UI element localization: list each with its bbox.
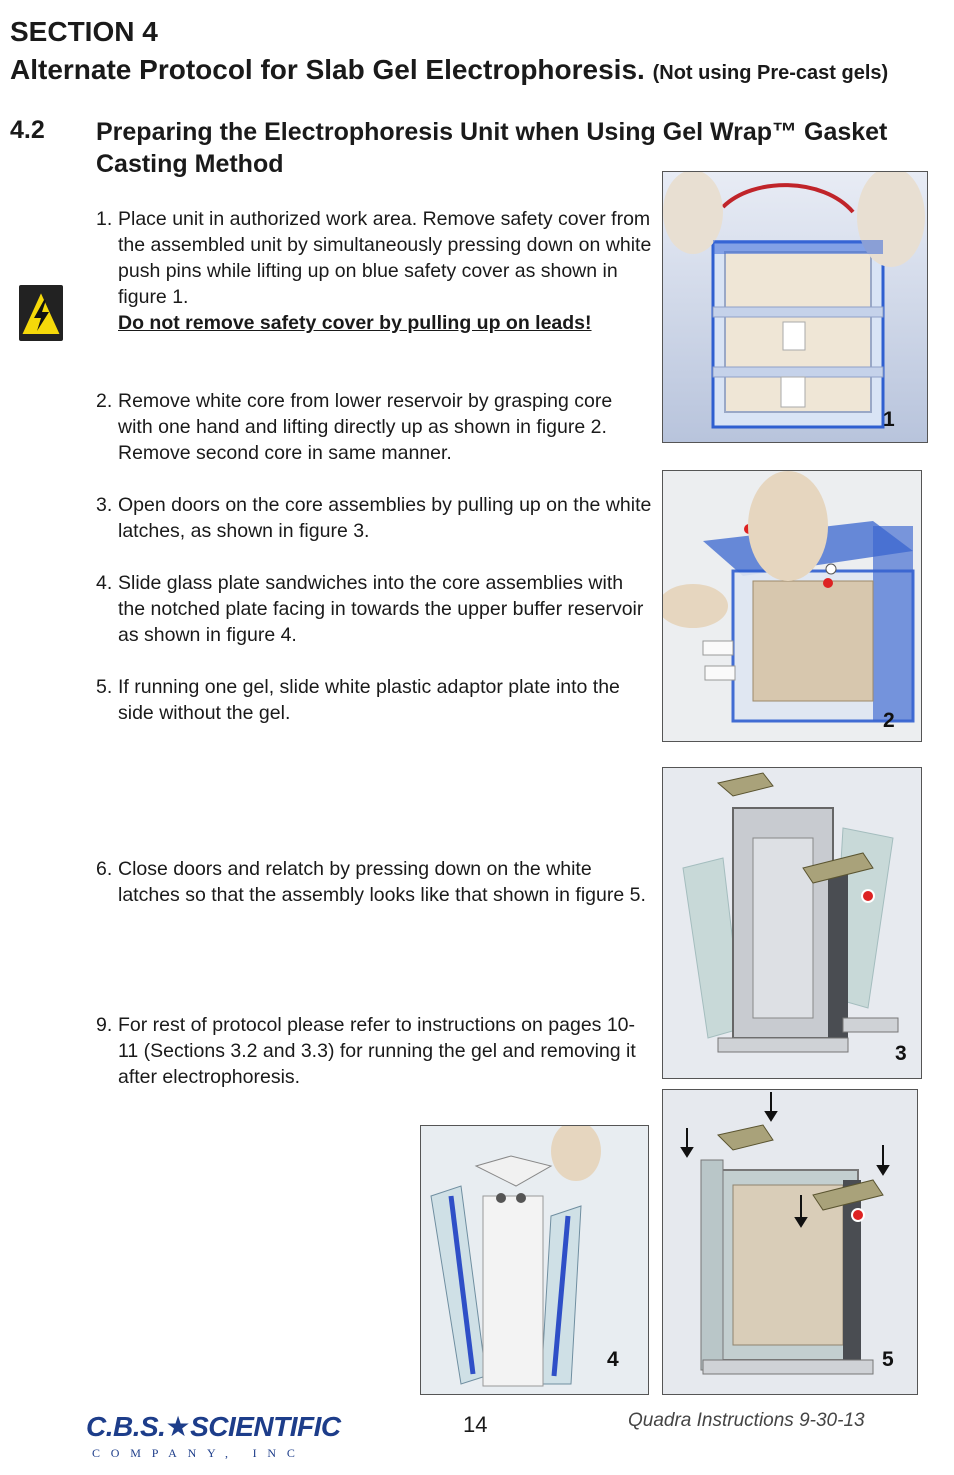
step-warning: Do not remove safety cover by pulling up on leads!: [118, 312, 592, 334]
step-text: Open doors on the core assemblies by pulling up on the white latches, as shown in figure 3.: [118, 494, 652, 542]
page-number: 14: [463, 1412, 488, 1437]
section-title: Preparing the Electrophoresis Unit when Using Gel Wrap™ Gasket Casting Method: [96, 118, 888, 178]
step-number: 6.: [96, 858, 113, 880]
section-label: SECTION 4: [10, 16, 158, 47]
company-logo: [86, 1410, 341, 1443]
figure-4: [420, 1125, 649, 1395]
step-6: [96, 856, 652, 908]
logo-text-left: C.B.S.: [86, 1411, 166, 1442]
figure-3: [662, 767, 922, 1079]
figure-number: 2: [883, 709, 895, 732]
page-title: [10, 52, 888, 91]
logo-subtitle: COMPANY, INC: [92, 1446, 306, 1460]
step-number: 9.: [96, 1014, 113, 1036]
step-number: 5.: [96, 676, 113, 698]
figure-1: [662, 171, 928, 443]
step-text: Close doors and relatch by pressing down on the white latches so that the assembly looks like that shown in figure 5.: [118, 858, 646, 906]
step-number: 1.: [96, 208, 113, 230]
step-number: 2.: [96, 390, 113, 412]
figure-2: [662, 470, 922, 742]
document-label: Quadra Instructions 9-30-13: [628, 1410, 865, 1431]
step-9: [96, 1012, 652, 1090]
section-number: 4.2: [10, 116, 45, 144]
step-2: [96, 388, 652, 466]
figure-number: 5: [882, 1348, 894, 1371]
figure-5: [662, 1089, 918, 1395]
high-voltage-warning-icon: [18, 284, 64, 347]
step-3: [96, 492, 652, 544]
step-number: 3.: [96, 494, 113, 516]
step-text: For rest of protocol please refer to instructions on pages 10-11 (Sections 3.2 and 3.3) for running the gel and removing it after electrophoresis.: [118, 1014, 636, 1088]
step-1: [96, 206, 652, 336]
star-icon: ★: [165, 1411, 191, 1442]
page-subtitle: (Not using Pre-cast gels): [652, 62, 889, 84]
page-title-text: Alternate Protocol for Slab Gel Electrophoresis.: [10, 54, 645, 85]
figure-number: 3: [895, 1042, 907, 1065]
figure-number: 1: [883, 408, 895, 431]
step-5: [96, 674, 652, 726]
figure-number: 4: [607, 1348, 619, 1371]
step-number: 4.: [96, 572, 113, 594]
step-4: [96, 570, 652, 648]
step-text: Slide glass plate sandwiches into the core assemblies with the notched plate facing in towards the upper buffer reservoir as shown in figure 4.: [118, 572, 644, 646]
step-text: Place unit in authorized work area. Remove safety cover from the assembled unit by simultaneously pressing down on white push pins while lifting up on blue safety cover as shown in figure 1.: [118, 208, 652, 308]
step-text: Remove white core from lower reservoir by grasping core with one hand and lifting directly up as shown in figure 2. Remove second core in same manner.: [118, 390, 613, 464]
logo-text-right: SCIENTIFIC: [190, 1411, 341, 1442]
step-text: If running one gel, slide white plastic adaptor plate into the side without the gel.: [118, 676, 620, 724]
